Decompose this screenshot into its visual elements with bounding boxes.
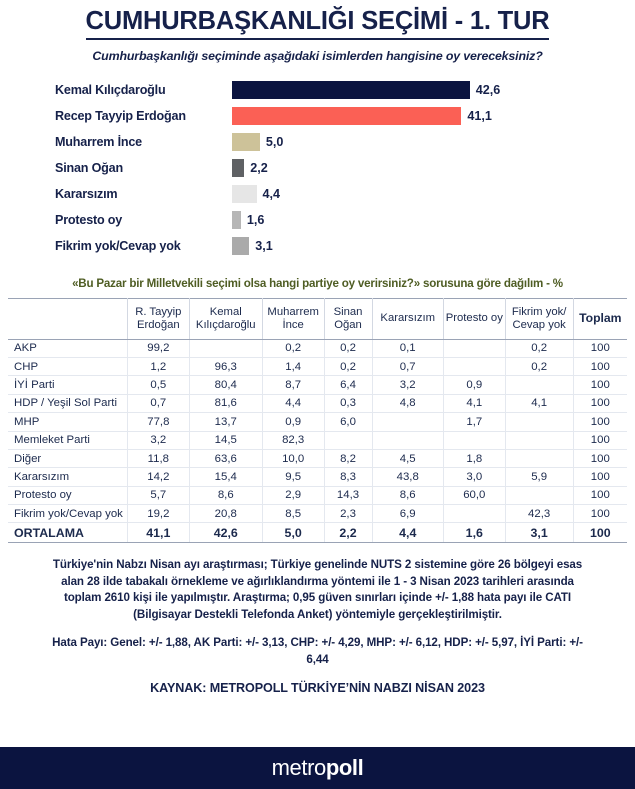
bar-track bbox=[232, 107, 625, 125]
bar-value: 2,2 bbox=[250, 160, 268, 175]
table-row-label: İYİ Parti bbox=[8, 376, 127, 394]
table-cell: 5,0 bbox=[262, 523, 324, 543]
margin-of-error-note: Hata Payı: Genel: +/- 1,88, AK Parti: +/- 3,13, CHP: +/- 4,29, MHP: +/- 6,12, HDP: +/- 5,97, İYİ Parti: +/- 6,44 bbox=[52, 636, 583, 666]
table-cell: 0,3 bbox=[324, 394, 372, 412]
table-row bbox=[8, 413, 627, 431]
bar-value: 42,6 bbox=[475, 82, 501, 97]
table-row bbox=[8, 449, 627, 467]
table-cell: 4,1 bbox=[443, 394, 505, 412]
table-cell: 0,2 bbox=[262, 339, 324, 357]
table-cell: 20,8 bbox=[189, 505, 262, 523]
method-note: Türkiye'nin Nabzı Nisan ayı araştırması; Türkiye genelinde NUTS 2 sistemine göre 26 bölgeyi esas alan 28 ilde tabakalı örnekleme ve ağırlıklandırma yöntemi ile 1 - 3 Nisan 2023 tarihleri arasında toplam 2610 kişi ile yapılmıştır. Araştırma; 0,95 güven sınırları içinde +/- 1,88 hata payı ile CATI (Bilgisayar Destekli Telefonda Anket) yöntemiyle gerçekleştirilmiştir. bbox=[52, 558, 583, 621]
table-cell: 96,3 bbox=[189, 357, 262, 375]
table-cell: 3,0 bbox=[443, 468, 505, 486]
table-cell: 0,7 bbox=[372, 357, 443, 375]
table-cell: 10,0 bbox=[262, 449, 324, 467]
table-cell: 8,7 bbox=[262, 376, 324, 394]
table-cell: 100 bbox=[573, 505, 627, 523]
table-row-label: AKP bbox=[8, 339, 127, 357]
page-title: CUMHURBAŞKANLIĞI SEÇİMİ - 1. TUR bbox=[86, 7, 550, 40]
table-cell bbox=[324, 431, 372, 449]
table-cell: 14,3 bbox=[324, 486, 372, 504]
table-cell bbox=[505, 431, 573, 449]
bar-row bbox=[55, 103, 625, 129]
table-cell bbox=[505, 449, 573, 467]
table-cell: 100 bbox=[573, 376, 627, 394]
table-row bbox=[8, 376, 627, 394]
table-cell: 1,7 bbox=[443, 413, 505, 431]
table-cell: 42,6 bbox=[189, 523, 262, 543]
table-col-header: Sinan Oğan bbox=[324, 298, 372, 339]
table-cell: 100 bbox=[573, 523, 627, 543]
table-cell: 60,0 bbox=[443, 486, 505, 504]
bar-value: 41,1 bbox=[467, 108, 492, 123]
table-cell: 4,8 bbox=[372, 394, 443, 412]
table-cell bbox=[505, 486, 573, 504]
table-col-header: Kararsızım bbox=[372, 298, 443, 339]
table-cell bbox=[189, 339, 262, 357]
table-row bbox=[8, 394, 627, 412]
table-row-label: Memleket Parti bbox=[8, 431, 127, 449]
bar-fill bbox=[232, 211, 241, 229]
table-cell: 0,2 bbox=[324, 357, 372, 375]
table-average-row bbox=[8, 523, 627, 543]
table-cell: 100 bbox=[573, 394, 627, 412]
bar-fill bbox=[232, 133, 260, 151]
bar-value: 3,1 bbox=[255, 238, 273, 253]
table-cell: 8,6 bbox=[372, 486, 443, 504]
table-cell: 100 bbox=[573, 449, 627, 467]
table-cell bbox=[505, 413, 573, 431]
table-cell: 100 bbox=[573, 468, 627, 486]
table-question: «Bu Pazar bir Milletvekili seçimi olsa hangi partiye oy verirsiniz?» sorusuna göre dağılım - % bbox=[72, 276, 563, 290]
crosstab-table bbox=[8, 298, 627, 544]
bar-label: Muharrem İnce bbox=[55, 134, 142, 149]
table-cell: 5,7 bbox=[127, 486, 189, 504]
bar-track bbox=[232, 211, 625, 229]
footer-bar bbox=[0, 747, 635, 789]
table-col-header: Fikrim yok/ Cevap yok bbox=[505, 298, 573, 339]
table-cell bbox=[443, 339, 505, 357]
bar-row bbox=[55, 155, 625, 181]
table-cell: 1,8 bbox=[443, 449, 505, 467]
bar-fill bbox=[232, 81, 470, 99]
table-cell: 0,1 bbox=[372, 339, 443, 357]
table-cell: 1,4 bbox=[262, 357, 324, 375]
bar-label: Sinan Oğan bbox=[55, 160, 123, 175]
footnotes bbox=[0, 557, 635, 695]
table-cell bbox=[443, 505, 505, 523]
table-cell: 3,2 bbox=[372, 376, 443, 394]
table-cell: 0,9 bbox=[262, 413, 324, 431]
table-cell: 14,2 bbox=[127, 468, 189, 486]
table-row bbox=[8, 339, 627, 357]
table-cell: 8,5 bbox=[262, 505, 324, 523]
bar-track bbox=[232, 237, 625, 255]
table-cell: 8,2 bbox=[324, 449, 372, 467]
source-note: KAYNAK: METROPOLL TÜRKİYE’NİN NABZI NİSAN 2023 bbox=[150, 681, 485, 696]
table-cell: 43,8 bbox=[372, 468, 443, 486]
table-col-header: R. Tayyip Erdoğan bbox=[127, 298, 189, 339]
table-cell: 0,9 bbox=[443, 376, 505, 394]
table-cell: 1,6 bbox=[443, 523, 505, 543]
table-cell: 14,5 bbox=[189, 431, 262, 449]
table-cell bbox=[372, 413, 443, 431]
table-cell: 63,6 bbox=[189, 449, 262, 467]
table-cell: 11,8 bbox=[127, 449, 189, 467]
table-cell: 81,6 bbox=[189, 394, 262, 412]
table-cell: 99,2 bbox=[127, 339, 189, 357]
table-cell: 42,3 bbox=[505, 505, 573, 523]
table-cell bbox=[443, 431, 505, 449]
table-cell: 8,6 bbox=[189, 486, 262, 504]
table-cell: 0,2 bbox=[505, 357, 573, 375]
table-cell: 15,4 bbox=[189, 468, 262, 486]
table-cell: 3,1 bbox=[505, 523, 573, 543]
table-row bbox=[8, 431, 627, 449]
bar-track bbox=[232, 185, 625, 203]
table-cell: 3,2 bbox=[127, 431, 189, 449]
bar-value: 4,4 bbox=[262, 186, 281, 201]
table-cell: 0,2 bbox=[505, 339, 573, 357]
table-cell: 2,9 bbox=[262, 486, 324, 504]
table-cell: 0,5 bbox=[127, 376, 189, 394]
logo-text-light: metro bbox=[271, 755, 326, 780]
logo-text-bold: poll bbox=[325, 755, 364, 780]
bar-track bbox=[232, 133, 625, 151]
table-row-label: CHP bbox=[8, 357, 127, 375]
table-cell: 13,7 bbox=[189, 413, 262, 431]
table-cell: 41,1 bbox=[127, 523, 189, 543]
bar-row bbox=[55, 233, 625, 259]
table-row-label: HDP / Yeşil Sol Parti bbox=[8, 394, 127, 412]
table-row-label: ORTALAMA bbox=[8, 523, 127, 543]
bar-label: Kararsızım bbox=[55, 186, 118, 201]
table-cell: 8,3 bbox=[324, 468, 372, 486]
bar-fill bbox=[232, 107, 461, 125]
table-cell: 5,9 bbox=[505, 468, 573, 486]
table-row bbox=[8, 505, 627, 523]
table-cell: 77,8 bbox=[127, 413, 189, 431]
table-cell: 6,0 bbox=[324, 413, 372, 431]
bar-value: 5,0 bbox=[265, 134, 284, 149]
bar-fill bbox=[232, 159, 244, 177]
table-cell: 6,4 bbox=[324, 376, 372, 394]
table-cell: 4,4 bbox=[262, 394, 324, 412]
table-cell: 100 bbox=[573, 413, 627, 431]
bar-value: 1,6 bbox=[246, 212, 265, 227]
table-cell bbox=[443, 357, 505, 375]
table-cell: 80,4 bbox=[189, 376, 262, 394]
bar-label: Recep Tayyip Erdoğan bbox=[55, 108, 186, 123]
table-cell: 9,5 bbox=[262, 468, 324, 486]
bar-track bbox=[232, 159, 625, 177]
table-cell: 1,2 bbox=[127, 357, 189, 375]
table-cell: 100 bbox=[573, 431, 627, 449]
bar-chart bbox=[0, 77, 635, 259]
table-header-row bbox=[8, 298, 627, 339]
bar-row bbox=[55, 77, 625, 103]
bar-fill bbox=[232, 185, 257, 203]
table-row bbox=[8, 468, 627, 486]
table-row bbox=[8, 357, 627, 375]
table-head bbox=[8, 298, 627, 339]
page-subtitle: Cumhurbaşkanlığı seçiminde aşağıdaki isimlerden hangisine oy vereceksiniz? bbox=[92, 48, 543, 63]
table-row-label: Diğer bbox=[8, 449, 127, 467]
metropoll-logo bbox=[272, 755, 364, 781]
bar-fill bbox=[232, 237, 249, 255]
table-col-header-blank bbox=[8, 298, 127, 339]
bar-row bbox=[55, 129, 625, 155]
table-col-header: Muharrem İnce bbox=[262, 298, 324, 339]
table-row bbox=[8, 486, 627, 504]
bar-label: Kemal Kılıçdaroğlu bbox=[55, 82, 166, 97]
bar-row bbox=[55, 181, 625, 207]
bar-label: Fikrim yok/Cevap yok bbox=[55, 238, 181, 253]
table-cell: 82,3 bbox=[262, 431, 324, 449]
bar-label: Protesto oy bbox=[55, 212, 123, 227]
table-row-label: MHP bbox=[8, 413, 127, 431]
bar-row bbox=[55, 207, 625, 233]
table-cell: 100 bbox=[573, 357, 627, 375]
bar-track bbox=[232, 81, 625, 99]
table-cell: 100 bbox=[573, 486, 627, 504]
table-col-header: Kemal Kılıçdaroğlu bbox=[189, 298, 262, 339]
table-cell: 2,3 bbox=[324, 505, 372, 523]
table-cell: 4,1 bbox=[505, 394, 573, 412]
table-cell: 2,2 bbox=[324, 523, 372, 543]
table-cell bbox=[505, 376, 573, 394]
table-col-header: Protesto oy bbox=[443, 298, 505, 339]
table-row-label: Kararsızım bbox=[8, 468, 127, 486]
table-cell: 4,4 bbox=[372, 523, 443, 543]
table-body bbox=[8, 339, 627, 543]
table-col-header-total: Toplam bbox=[573, 298, 627, 339]
table-row-label: Fikrim yok/Cevap yok bbox=[8, 505, 127, 523]
crosstab-wrapper bbox=[0, 298, 635, 544]
table-cell bbox=[372, 431, 443, 449]
table-cell: 4,5 bbox=[372, 449, 443, 467]
header bbox=[0, 0, 635, 63]
table-cell: 0,2 bbox=[324, 339, 372, 357]
table-cell: 100 bbox=[573, 339, 627, 357]
table-cell: 19,2 bbox=[127, 505, 189, 523]
table-cell: 0,7 bbox=[127, 394, 189, 412]
table-cell: 6,9 bbox=[372, 505, 443, 523]
table-row-label: Protesto oy bbox=[8, 486, 127, 504]
